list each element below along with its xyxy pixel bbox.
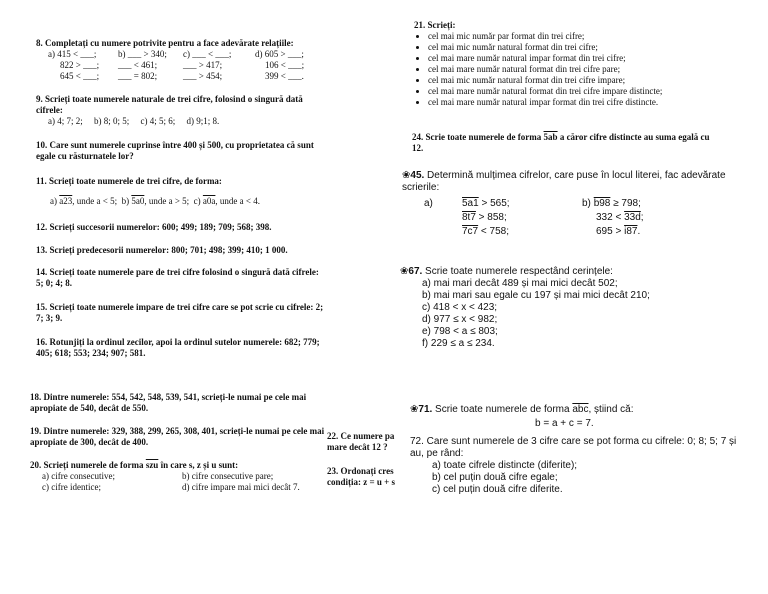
problem-13: 13. Scrieți predecesorii numerelor: 800; 701; 498; 399; 410; 1 000. xyxy=(36,245,288,255)
problem-11-options xyxy=(36,196,326,207)
p67-title: Scrie toate numerele respectând cerințele: xyxy=(422,266,613,277)
problem-71 xyxy=(410,404,740,430)
p23-line: condiția: z = u + s xyxy=(327,477,396,487)
p71-number: $\overline{abc}$ xyxy=(572,404,589,415)
list-item: • cel mai mare număr natural format din trei cifre pare; xyxy=(428,64,744,75)
star-icon: ❀67. xyxy=(400,266,423,277)
list-item: f) 229 ≤ a ≤ 234. xyxy=(422,338,495,349)
problem-72-list xyxy=(410,460,746,496)
p23-line: 23. Ordonați cres xyxy=(327,466,394,476)
p45-number: b98 xyxy=(593,198,611,209)
p45-rest: < 758; xyxy=(478,226,509,237)
problem-72 xyxy=(410,436,746,496)
p45-number: 7c7 xyxy=(462,226,479,237)
p20-title-post: în care s, z și u sunt: xyxy=(158,460,239,470)
p45-label: a) xyxy=(424,198,433,209)
problem-9-options: a) 4; 7; 2; b) 8; 0; 5; c) 4; 5; 6; d) 9;1; 8. xyxy=(48,116,220,126)
list-item: • cel mai mare număr natural impar format din trei cifre; xyxy=(428,53,744,64)
list-item: • cel mai mare număr natural impar format din trei cifre distincte. xyxy=(428,97,744,108)
p20-option: a) cifre consecutive; xyxy=(42,471,115,481)
p45-rest: . xyxy=(637,226,641,237)
star-icon: ❀45. xyxy=(402,170,425,181)
p45-rest: > 858; xyxy=(475,212,507,223)
p20-option: d) cifre impare mai mici decât 7. xyxy=(182,482,300,492)
p22-line: 22. Ce numere pa xyxy=(327,431,395,441)
problem-16: 16. Rotunjiți la ordinul zecilor, apoi la ordinul sutelor numerele: 682; 779; 405; 618; 553; 234; 907; 581. xyxy=(36,337,320,358)
problem-20-options xyxy=(30,471,325,493)
p45-number: 33d xyxy=(624,212,641,223)
p45-expr xyxy=(582,226,722,238)
p8-cell: c) ___ < ___; xyxy=(183,49,232,59)
problem-8 xyxy=(36,38,336,82)
p24-number: 5ab xyxy=(543,132,558,142)
problem-67 xyxy=(400,266,740,350)
list-item: d) 977 ≤ x < 982; xyxy=(422,314,498,325)
p8-cell: d) 605 > ___; xyxy=(255,49,304,59)
problem-45-grid xyxy=(402,198,742,238)
p71-pre: Scrie toate numerele de forma xyxy=(432,404,573,415)
p11-label: a) xyxy=(50,196,57,206)
p11-cond: , unde a < 4. xyxy=(215,196,260,206)
list-item: c) 418 < x < 423; xyxy=(422,302,498,313)
list-item: a) mai mari decât 489 și mai mici decât 502; xyxy=(422,278,618,289)
p45-expr xyxy=(582,212,722,224)
p20-option: b) cifre consecutive pare; xyxy=(182,471,274,481)
p45-pre: 332 < xyxy=(596,212,625,223)
problem-21-list xyxy=(414,31,744,108)
problem-21-title: 21. Scrieți: xyxy=(414,20,456,30)
p45-expr xyxy=(462,226,582,238)
p71-condition: b = a + c = 7. xyxy=(535,418,594,429)
star-icon: ❀71. xyxy=(410,404,433,415)
p8-cell: a) 415 < ___; xyxy=(48,49,97,59)
problem-9-title: 9. Scrieți toate numerele naturale de trei cifre, folosind o singură dată cifrele: xyxy=(36,94,303,115)
list-item: • cel mai mic număr natural format din trei cifre; xyxy=(428,42,744,53)
p24-post: a căror cifre distincte au suma egală cu 12. xyxy=(412,132,710,153)
p11-number: 5a0 xyxy=(131,196,145,206)
problem-18: 18. Dintre numerele: 554, 542, 548, 539, 541, scrieți-le numai pe cele mai apropiate de 540, decât de 550. xyxy=(30,392,307,413)
problem-20-title xyxy=(30,460,325,471)
problem-11-title: 11. Scrieți toate numerele de trei cifre, de forma: xyxy=(36,176,222,186)
p8-cell: 645 < ___; xyxy=(60,71,100,81)
list-item: b) mai mari sau egale cu 197 și mai mici decât 210; xyxy=(422,290,650,301)
problem-67-list xyxy=(400,278,740,350)
p8-cell: 106 < ___; xyxy=(265,60,305,70)
problem-22-fragment xyxy=(327,431,405,453)
problem-12: 12. Scrieți succesorii numerelor: 600; 499; 189; 709; 568; 398. xyxy=(36,222,272,232)
p45-number: 5a1 xyxy=(462,198,479,209)
p45-number: 8t7 xyxy=(462,212,476,223)
list-item: b) cel puțin două cifre egale; xyxy=(432,472,558,483)
list-item: a) toate cifrele distincte (diferite); xyxy=(432,460,578,471)
p45-title: Determină mulțimea cifrelor, care puse în locul literei, fac adevărate scrierile: xyxy=(402,170,726,193)
problem-21 xyxy=(414,20,744,108)
p24-pre: 24. Scrie toate numerele de forma xyxy=(412,132,544,142)
problem-15: 15. Scrieți toate numerele impare de trei cifre care se pot scrie cu cifrele: 2; 7; 3; 9. xyxy=(36,302,324,323)
p45-rest: > 565; xyxy=(478,198,510,209)
problem-8-title: 8. Completați cu numere potrivite pentru a face adevărate relațiile: xyxy=(36,38,294,48)
p11-cond: , unde a < 5; xyxy=(72,196,118,206)
problem-9 xyxy=(36,94,326,127)
p11-number: a0a xyxy=(202,196,216,206)
problem-23-fragment xyxy=(327,466,405,488)
p8-cell: ___ < 461; xyxy=(118,60,158,70)
list-item: e) 798 < a ≤ 803; xyxy=(422,326,498,337)
p20-option: c) cifre identice; xyxy=(42,482,101,492)
p8-cell: b) ___ > 340; xyxy=(118,49,167,59)
problem-20 xyxy=(30,460,325,493)
list-item: • cel mai mic număr natural format din trei cifre impare; xyxy=(428,75,744,86)
p45-number: i87 xyxy=(624,226,638,237)
p45-pre: 695 > xyxy=(596,226,625,237)
p8-cell: 399 < ___. xyxy=(265,71,304,81)
p45-rest: ; xyxy=(640,212,644,223)
problem-19: 19. Dintre numerele: 329, 388, 299, 265, 308, 401, scrieți-le numai pe cele mai apropiate de 300, decât de 400. xyxy=(30,426,325,447)
list-item: c) cel puțin două cifre diferite. xyxy=(432,484,563,495)
p22-line: mare decât 12 ? xyxy=(327,442,388,452)
p45-rest: ≥ 798; xyxy=(610,198,641,209)
p20-title-pre: 20. Scrieți numerele de forma xyxy=(30,460,146,470)
p8-cell: ___ > 454; xyxy=(183,71,223,81)
p71-post: , știind că: xyxy=(588,404,634,415)
p45-expr xyxy=(582,198,722,210)
list-item: • cel mai mare număr natural format din trei cifre impare distincte; xyxy=(428,86,744,97)
p20-number: $\overline{szu}$ xyxy=(145,460,159,470)
p11-label: b) xyxy=(121,196,130,206)
problem-45 xyxy=(402,170,742,238)
problem-72-title: 72. Care sunt numerele de 3 cifre care se pot forma cu cifrele: 0; 8; 5; 7 și au, pe rând: xyxy=(410,436,737,459)
problem-14: 14. Scrieți toate numerele pare de trei cifre folosind o singură dată cifrele: 5; 0; 4; 8. xyxy=(36,267,319,288)
problem-24 xyxy=(412,132,712,154)
p11-label: c) xyxy=(193,196,201,206)
list-item: • cel mai mic număr par format din trei cifre; xyxy=(428,31,744,42)
problem-11 xyxy=(36,176,326,207)
p45-label: b) xyxy=(582,198,591,209)
p45-expr xyxy=(462,212,582,224)
problem-8-grid xyxy=(36,49,336,82)
p8-cell: 822 > ___; xyxy=(60,60,100,70)
problem-10: 10. Care sunt numerele cuprinse între 400 și 500, cu proprietatea că sunt egale cu răsturnatele lor? xyxy=(36,140,314,161)
p45-expr xyxy=(462,198,582,210)
p8-cell: ___ > 417; xyxy=(183,60,223,70)
p11-cond: , unde a > 5; xyxy=(144,196,190,206)
p11-number: a23 xyxy=(59,196,73,206)
p8-cell: ___ = 802; xyxy=(118,71,158,81)
